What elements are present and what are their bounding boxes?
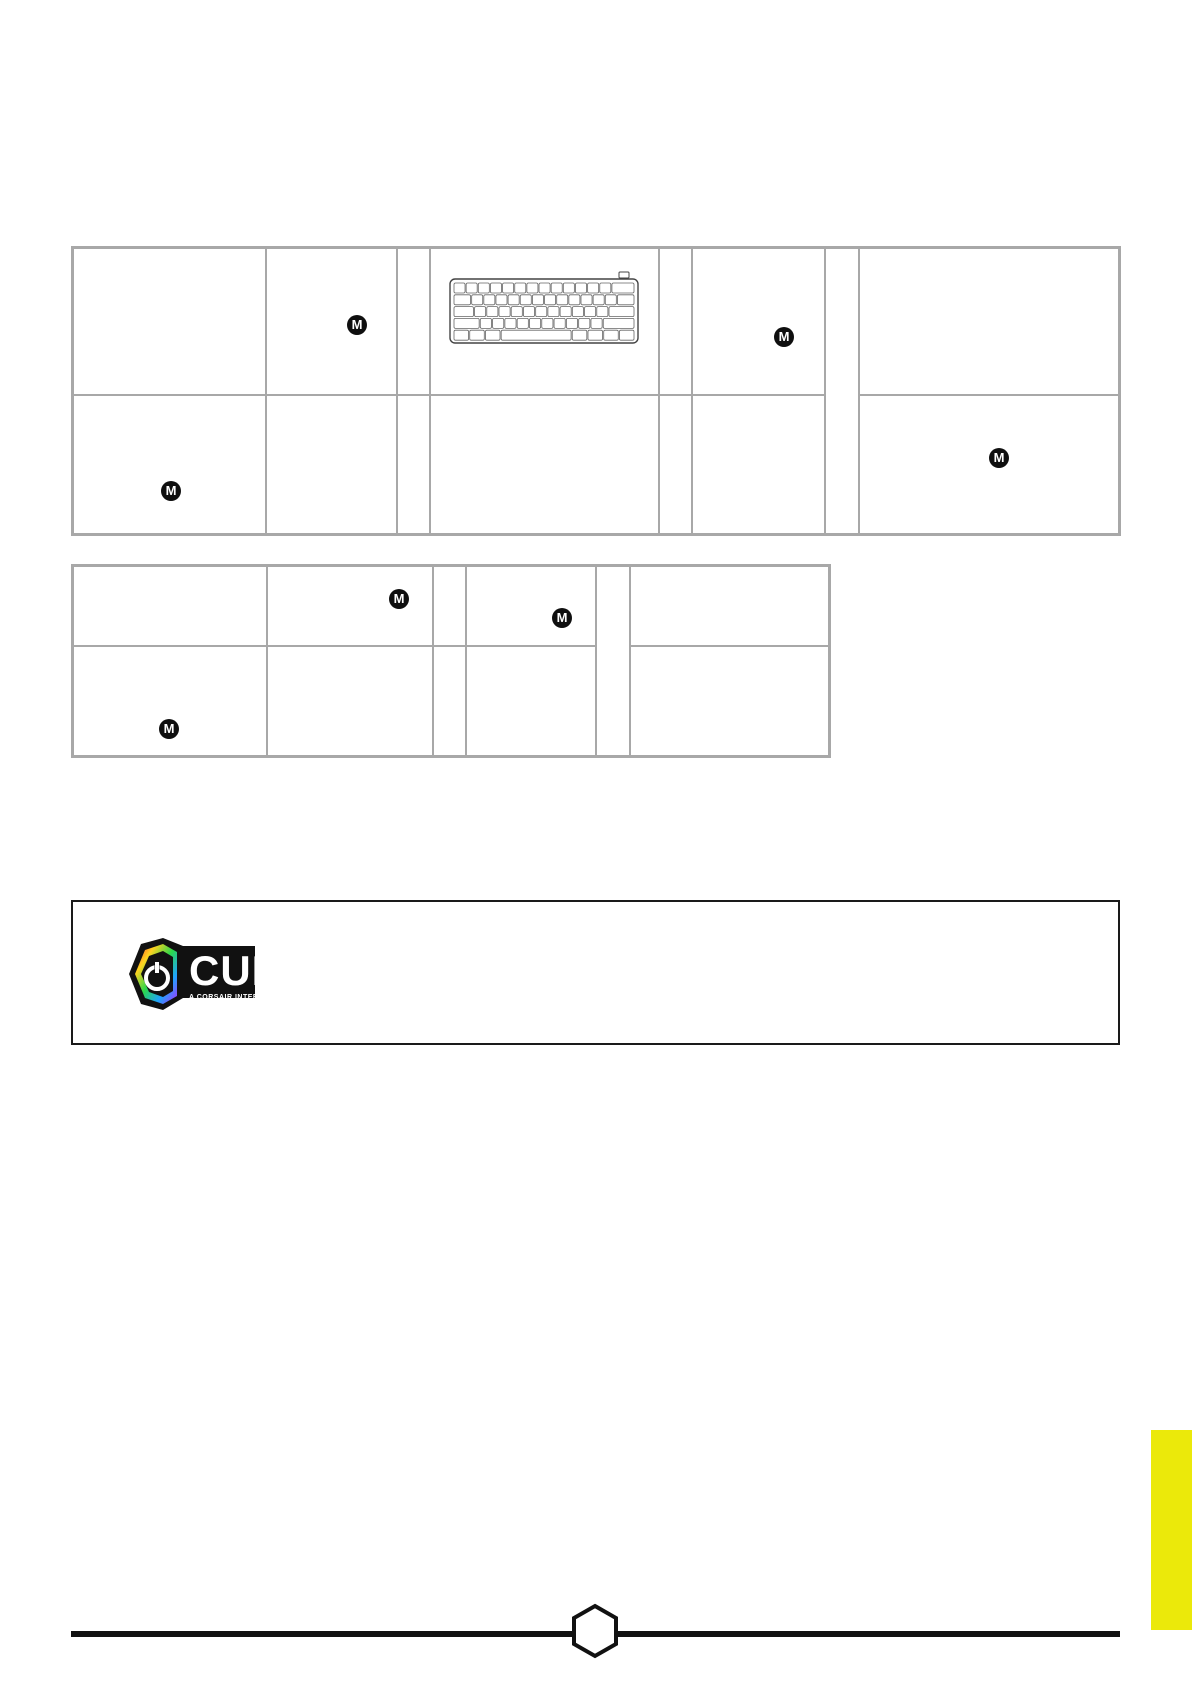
table-divider	[266, 567, 268, 755]
table-divider	[74, 394, 825, 396]
table-lighting-modes	[71, 246, 1121, 536]
table-divider	[465, 567, 467, 755]
m-key-icon: M	[389, 589, 409, 609]
m-key-icon: M	[989, 448, 1009, 468]
hexagon-page-icon	[570, 1603, 620, 1659]
table-divider	[858, 249, 860, 533]
m-key-icon: M	[159, 719, 179, 739]
table-divider	[396, 249, 398, 533]
table-divider	[691, 249, 693, 533]
side-tab	[1151, 1430, 1192, 1630]
keyboard-illustration	[449, 271, 639, 345]
table-divider	[629, 567, 631, 755]
table-divider	[658, 249, 660, 533]
icue-logo-tagline: A CORSAIR INTERFACE	[189, 994, 280, 1001]
m-key-icon: M	[161, 481, 181, 501]
table-divider	[74, 645, 597, 647]
table-divider	[630, 645, 828, 647]
table-divider	[859, 394, 1118, 396]
m-key-icon: M	[774, 327, 794, 347]
icue-logo-text: CUE	[189, 947, 281, 994]
software-info-box	[71, 900, 1120, 1045]
table-divider	[432, 567, 434, 755]
m-key-icon: M	[552, 608, 572, 628]
table-mode-settings	[71, 564, 831, 758]
table-divider	[429, 249, 431, 533]
table-divider	[265, 249, 267, 533]
table-divider	[824, 249, 826, 533]
m-key-icon: M	[347, 315, 367, 335]
table-divider	[595, 567, 597, 755]
